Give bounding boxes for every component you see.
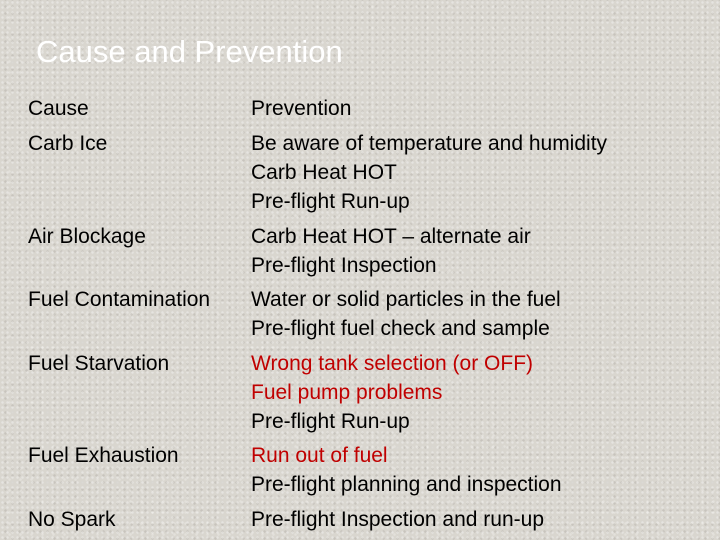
prevention-line: Pre-flight planning and inspection	[251, 473, 562, 496]
prevention-line: Water or solid particles in the fuel	[251, 288, 561, 311]
cause-carb-ice: Carb Ice	[28, 132, 108, 155]
prevention-line-highlight: Run out of fuel	[251, 444, 388, 467]
cause-fuel-contamination: Fuel Contamination	[28, 288, 211, 311]
prevention-header: Prevention	[251, 97, 352, 120]
prevention-line-highlight: Wrong tank selection (or OFF)	[251, 352, 534, 375]
prevention-line: Carb Heat HOT – alternate air	[251, 225, 531, 248]
cause-air-blockage: Air Blockage	[28, 225, 146, 248]
cause-header: Cause	[28, 97, 89, 120]
prevention-line: Pre-flight fuel check and sample	[251, 317, 550, 340]
prevention-line: Pre-flight Inspection	[251, 254, 437, 277]
prevention-line: Pre-flight Run-up	[251, 190, 410, 213]
cause-no-spark: No Spark	[28, 508, 116, 531]
prevention-line-highlight: Fuel pump problems	[251, 381, 443, 404]
prevention-line: Be aware of temperature and humidity	[251, 132, 608, 155]
prevention-line: Carb Heat HOT	[251, 161, 397, 184]
prevention-line: Pre-flight Run-up	[251, 410, 410, 433]
prevention-line: Pre-flight Inspection and run-up	[251, 508, 545, 531]
slide-title: Cause and Prevention	[36, 34, 343, 69]
cause-fuel-exhaustion: Fuel Exhaustion	[28, 444, 179, 467]
cause-fuel-starvation: Fuel Starvation	[28, 352, 170, 375]
